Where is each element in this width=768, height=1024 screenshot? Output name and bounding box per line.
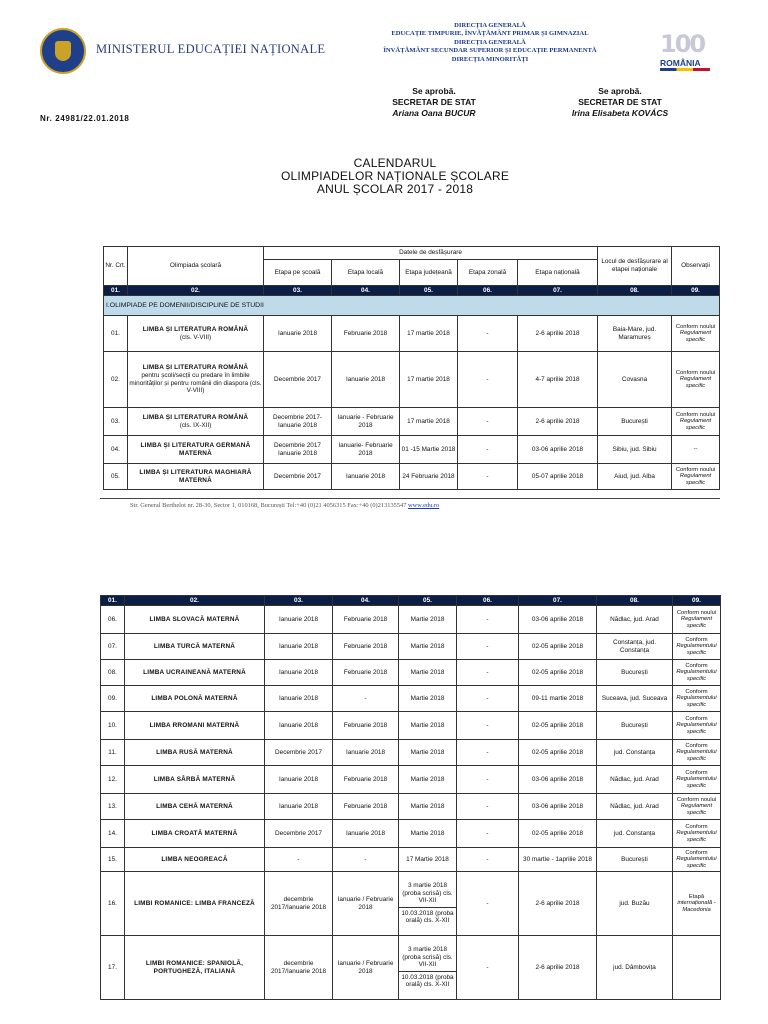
notes-line: specific	[686, 782, 707, 789]
national-location: Covasna	[598, 352, 672, 408]
notes-line: Regulament	[679, 418, 712, 425]
notes-line: Conform	[685, 769, 708, 776]
olympiad-name: LIMBA ȘI LITERATURA ROMÂNĂ	[142, 325, 249, 333]
column-number: 06.	[458, 286, 518, 296]
zonal-stage-date: -	[457, 634, 519, 660]
notes-line: Regulament	[680, 803, 713, 810]
footer-address	[130, 502, 439, 509]
col-header-county: Etapa județeană	[400, 260, 458, 286]
zonal-stage-date: -	[458, 316, 518, 352]
national-location: jud. Buzău	[597, 872, 673, 936]
school-stage-date: Decembrie 2017 Ianuarie 2018	[264, 436, 332, 464]
national-stage-date: 05-07 aprilie 2018	[518, 464, 598, 490]
local-stage-date: -	[333, 848, 399, 872]
notes-line: specific	[685, 424, 706, 431]
column-number-row	[104, 286, 720, 296]
notes-cell	[673, 820, 721, 848]
national-location: Aiud, jud. Alba	[598, 464, 672, 490]
table-row	[101, 848, 721, 872]
olympiad-name-cell	[128, 352, 264, 408]
local-stage-date: Februarie 2018	[333, 660, 399, 686]
notes-line: Regulamentului	[676, 856, 717, 863]
table-row	[101, 766, 721, 794]
column-number: 05.	[400, 286, 458, 296]
county-stage-date: Martie 2018	[399, 606, 457, 634]
row-number: 04.	[104, 436, 128, 464]
table-row	[104, 352, 720, 408]
school-stage-date: Decembrie 2017	[264, 464, 332, 490]
notes-line: specific	[686, 755, 707, 762]
col-header-location: Locul de desfășurare al etapei naționale	[598, 247, 672, 286]
notes-line: Conform noului	[676, 796, 717, 803]
national-location: jud. Constanța	[597, 820, 673, 848]
olympiad-table-page1	[103, 246, 720, 490]
olympiad-name: LIMBA SLOVACĂ MATERNĂ	[125, 606, 265, 634]
notes-line: internațională -	[677, 900, 716, 907]
column-number: 07.	[518, 286, 598, 296]
notes-line: specific	[686, 836, 707, 843]
school-stage-date: Decembrie 2017- Ianuarie 2018	[264, 408, 332, 436]
zonal-stage-date: -	[458, 436, 518, 464]
table-row	[101, 820, 721, 848]
zonal-stage-date: -	[457, 740, 519, 766]
county-stage-date: 24 Februarie 2018	[400, 464, 458, 490]
col-header-nr: Nr. Crt.	[104, 247, 128, 286]
county-stage-date: 17 martie 2018	[400, 352, 458, 408]
notes-line: Regulamentului	[676, 722, 717, 729]
notes-line: specific	[685, 336, 706, 343]
olympiad-name-cell	[128, 464, 264, 490]
olympiad-name: LIMBA ȘI LITERATURA ROMÂNĂ	[142, 364, 249, 372]
local-stage-date: Ianuarie / Februarie 2018	[333, 936, 399, 1000]
notes-line: specific	[685, 479, 706, 486]
notes-cell	[672, 464, 720, 490]
national-stage-date: 02-05 aprilie 2018	[519, 712, 597, 740]
olympiad-name-cell	[128, 316, 264, 352]
notes-line: Conform	[685, 636, 708, 643]
column-number: 07.	[519, 596, 597, 606]
column-number: 01.	[104, 286, 128, 296]
column-number: 04.	[333, 596, 399, 606]
notes-line: Regulament	[679, 330, 712, 337]
national-location: Nădlac, jud. Arad	[597, 766, 673, 794]
zonal-stage-date: -	[458, 408, 518, 436]
county-stage-date: Martie 2018	[399, 820, 457, 848]
registration-number: Nr. 24981/22.01.2018	[40, 114, 130, 123]
national-stage-date: 2-6 aprilie 2018	[518, 408, 598, 436]
zonal-stage-date: -	[457, 820, 519, 848]
notes-cell	[673, 794, 721, 820]
table-row	[101, 606, 721, 634]
national-location: Nădlac, jud. Arad	[597, 606, 673, 634]
olympiad-table-page2	[100, 595, 721, 1000]
zonal-stage-date: -	[457, 766, 519, 794]
direction-line: ÎNVĂȚĂMÂNT SECUNDAR SUPERIOR ȘI EDUCAȚIE PERMANENTĂ	[383, 47, 597, 55]
zonal-stage-date: -	[457, 686, 519, 712]
county-stage-date: Martie 2018	[399, 686, 457, 712]
table-row	[101, 794, 721, 820]
row-number: 05.	[104, 464, 128, 490]
olympiad-name: LIMBA ȘI LITERATURA MAGHIARĂ MATERNĂ	[139, 468, 252, 484]
national-stage-date: 03-06 aprilie 2018	[518, 436, 598, 464]
local-stage-date: Februarie 2018	[333, 794, 399, 820]
school-stage-date: -	[265, 848, 333, 872]
title-line: CALENDARUL	[353, 156, 437, 170]
notes-cell	[673, 740, 721, 766]
county-stage-date: 17 martie 2018	[400, 408, 458, 436]
ministry-logo	[40, 28, 326, 74]
zonal-stage-date: -	[457, 606, 519, 634]
notes-line: specific	[686, 622, 707, 629]
local-stage-date: Ianuarie / Februarie 2018	[333, 872, 399, 936]
zonal-stage-date: -	[457, 794, 519, 820]
local-stage-date: Februarie 2018	[332, 316, 400, 352]
ministry-name: MINISTERUL EDUCAȚIEI NAȚIONALE	[96, 42, 326, 56]
notes-line: Regulamentului	[676, 695, 717, 702]
county-stage-date: Martie 2018	[399, 740, 457, 766]
county-stage-date: Martie 2018	[399, 794, 457, 820]
national-stage-date: 03-06 aprilie 2018	[519, 606, 597, 634]
olympiad-subtitle: (cls. IX-XII)	[179, 421, 212, 429]
column-number: 08.	[597, 596, 673, 606]
notes-cell	[672, 408, 720, 436]
notes-line: Conform noului	[676, 609, 717, 616]
column-number: 09.	[672, 286, 720, 296]
county-stage-date: Martie 2018	[399, 766, 457, 794]
notes-line: Conform	[685, 823, 708, 830]
zonal-stage-date: -	[458, 352, 518, 408]
olympiad-name: LIMBA RUSĂ MATERNĂ	[125, 740, 265, 766]
table-row	[104, 316, 720, 352]
national-stage-date: 03-06 aprilie 2018	[519, 794, 597, 820]
school-stage-date: Decembrie 2017	[265, 820, 333, 848]
notes-cell	[673, 872, 721, 936]
national-location: Baia-Mare, jud. Maramureș	[598, 316, 672, 352]
olympiad-subtitle: (cls. V-VIII)	[179, 333, 212, 341]
notes-line: Regulament	[680, 616, 713, 623]
notes-line: Regulamentului	[676, 749, 717, 756]
school-stage-date: Ianuarie 2018	[265, 766, 333, 794]
col-header-notes: Observații	[672, 247, 720, 286]
table-row	[101, 936, 721, 1000]
romania-crest-icon	[40, 28, 86, 74]
national-stage-date: 2-6 aprilie 2018	[518, 316, 598, 352]
local-stage-date: -	[333, 686, 399, 712]
column-number: 08.	[598, 286, 672, 296]
national-location: București	[597, 712, 673, 740]
centenary-label: ROMÂNIA	[660, 58, 701, 68]
direction-line: DIRECȚIA GENERALĂ	[454, 22, 526, 29]
approval-label: Se aprobă.	[412, 86, 456, 96]
county-stage-date: 17 martie 2018	[400, 316, 458, 352]
row-number: 07.	[101, 634, 125, 660]
national-location: București	[598, 408, 672, 436]
zonal-stage-date: -	[457, 936, 519, 1000]
notes-cell	[672, 352, 720, 408]
notes-line: Conform	[685, 742, 708, 749]
county-stage-date: 01 -15 Martie 2018	[400, 436, 458, 464]
olympiad-name: LIMBI ROMANICE: LIMBA FRANCEZĂ	[125, 872, 265, 936]
school-stage-date: Ianuarie 2018	[265, 794, 333, 820]
column-number: 03.	[264, 286, 332, 296]
notes-line: specific	[686, 701, 707, 708]
approval-block	[374, 86, 494, 119]
national-location: jud. Constanța	[597, 740, 673, 766]
approval-block	[560, 86, 680, 119]
national-stage-date: 02-05 aprilie 2018	[519, 740, 597, 766]
notes-cell	[673, 606, 721, 634]
national-stage-date: 02-05 aprilie 2018	[519, 660, 597, 686]
row-number: 08.	[101, 660, 125, 686]
row-number: 03.	[104, 408, 128, 436]
notes-line: Conform noului	[675, 369, 716, 376]
local-stage-date: Ianuarie - Februarie 2018	[332, 408, 400, 436]
notes-cell	[673, 848, 721, 872]
school-stage-date: Ianuarie 2018	[265, 606, 333, 634]
national-location: Suceava, jud. Suceava	[597, 686, 673, 712]
school-stage-date: decembrie 2017/Ianuarie 2018	[265, 872, 333, 936]
national-location: Nădlac, jud. Arad	[597, 794, 673, 820]
notes-cell	[673, 766, 721, 794]
footer-divider	[100, 498, 720, 499]
column-number: 01.	[101, 596, 125, 606]
table-row	[104, 464, 720, 490]
olympiad-name: LIMBA UCRAINEANĂ MATERNĂ	[125, 660, 265, 686]
table-row	[101, 686, 721, 712]
national-stage-date: 03-06 aprilie 2018	[519, 766, 597, 794]
zonal-stage-date: -	[457, 660, 519, 686]
table-row	[101, 712, 721, 740]
row-number: 02.	[104, 352, 128, 408]
county-written-exam: 3 martie 2018 (proba scrisă) cls. VII-XII	[399, 944, 456, 972]
approval-name: Irina Elisabeta KOVÁCS	[571, 108, 669, 118]
notes-cell	[673, 634, 721, 660]
olympiad-name: LIMBA SÂRBĂ MATERNĂ	[125, 766, 265, 794]
olympiad-name: LIMBA ȘI LITERATURA GERMANĂ MATERNĂ	[140, 441, 251, 457]
notes-line: specific	[686, 809, 707, 816]
notes-line: Regulament	[679, 376, 712, 383]
notes-cell	[672, 316, 720, 352]
column-number: 04.	[332, 286, 400, 296]
notes-line: Conform noului	[675, 323, 716, 330]
approval-label: Se aprobă.	[598, 86, 642, 96]
notes-line: Regulamentului	[676, 830, 717, 837]
county-stage-split	[399, 936, 457, 1000]
row-number: 15.	[101, 848, 125, 872]
tricolor-stripe	[660, 68, 710, 71]
notes-line: Conform	[685, 849, 708, 856]
local-stage-date: Ianuarie 2018	[332, 352, 400, 408]
school-stage-date: Ianuarie 2018	[264, 316, 332, 352]
approval-role: SECRETAR DE STAT	[578, 97, 662, 107]
column-number: 09.	[673, 596, 721, 606]
national-location: Sibiu, jud. Sibiu	[598, 436, 672, 464]
county-stage-date: Martie 2018	[399, 712, 457, 740]
row-number: 13.	[101, 794, 125, 820]
notes-cell	[673, 686, 721, 712]
olympiad-subtitle: pentru școli/secții cu predare în limbile minorităților și pentru românii din diaspora (cls. V-VIII)	[129, 371, 262, 395]
national-stage-date: 02-05 aprilie 2018	[519, 820, 597, 848]
olympiad-name: LIMBA CROATĂ MATERNĂ	[125, 820, 265, 848]
national-location: București	[597, 848, 673, 872]
school-stage-date: Ianuarie 2018	[265, 634, 333, 660]
col-header-olympiad: Olimpiada școlară	[128, 247, 264, 286]
approval-role: SECRETAR DE STAT	[392, 97, 476, 107]
notes-line: Regulamentului	[676, 643, 717, 650]
notes-line: Regulamentului	[676, 669, 717, 676]
table-row	[101, 872, 721, 936]
row-number: 01.	[104, 316, 128, 352]
direction-line: DIRECȚIA MINORITĂȚI	[451, 55, 529, 63]
county-stage-date: 17 Martie 2018	[399, 848, 457, 872]
notes-line: Conform noului	[675, 411, 716, 418]
zonal-stage-date: -	[457, 848, 519, 872]
county-stage-date: Martie 2018	[399, 660, 457, 686]
table-row	[101, 634, 721, 660]
col-header-national: Etapa națională	[518, 260, 598, 286]
notes-line: specific	[686, 862, 707, 869]
notes-cell	[672, 436, 720, 464]
local-stage-date: Ianuarie 2018	[333, 740, 399, 766]
county-written-exam: 3 martie 2018 (proba scrisă) cls. VII-XII	[399, 880, 456, 908]
school-stage-date: Decembrie 2017	[265, 740, 333, 766]
column-number: 05.	[399, 596, 457, 606]
county-stage-date: Martie 2018	[399, 634, 457, 660]
col-header-dates: Datele de desfășurare	[264, 247, 598, 260]
notes-line: Conform	[685, 715, 708, 722]
national-stage-date: 2-6 aprilie 2018	[519, 936, 597, 1000]
footer-address-text: Str. General Berthelot nr. 28-30, Sector 1, 010168, București Tel:+40 (0)21 4056315 Fax:+40 (0)213135547	[130, 502, 407, 509]
notes-line: Macedonia	[682, 906, 711, 913]
school-stage-date: decembrie 2017/Ianuarie 2018	[265, 936, 333, 1000]
olympiad-name: LIMBI ROMANICE: SPANIOLĂ, PORTUGHEZĂ, ITALIANĂ	[125, 936, 265, 1000]
notes-line: specific	[686, 649, 707, 656]
school-stage-date: Decembrie 2017	[264, 352, 332, 408]
local-stage-date: Ianuarie- Februarie 2018	[332, 436, 400, 464]
local-stage-date: Februarie 2018	[333, 634, 399, 660]
notes-cell	[673, 712, 721, 740]
local-stage-date: Februarie 2018	[333, 712, 399, 740]
row-number: 09.	[101, 686, 125, 712]
centenary-logo	[658, 30, 714, 74]
row-number: 14.	[101, 820, 125, 848]
olympiad-name: LIMBA CEHĂ MATERNĂ	[125, 794, 265, 820]
approval-name: Ariana Oana BUCUR	[392, 108, 476, 118]
column-number: 02.	[125, 596, 265, 606]
direction-line: DIRECȚIA GENERALĂ	[454, 38, 526, 46]
zonal-stage-date: -	[457, 872, 519, 936]
local-stage-date: Ianuarie 2018	[333, 820, 399, 848]
national-stage-date: 09-11 martie 2018	[519, 686, 597, 712]
olympiad-name: LIMBA POLONĂ MATERNĂ	[125, 686, 265, 712]
footer-website-link[interactable]: www.edu.ro	[408, 502, 440, 509]
row-number: 17.	[101, 936, 125, 1000]
col-header-school: Etapa pe școală	[264, 260, 332, 286]
national-stage-date: 30 martie - 1aprilie 2018	[519, 848, 597, 872]
local-stage-date: Ianuarie 2018	[332, 464, 400, 490]
row-number: 06.	[101, 606, 125, 634]
notes-line: Regulamentului	[676, 776, 717, 783]
notes-cell	[673, 936, 721, 1000]
county-oral-exam: 10.03.2018 (proba orală) cls. X-XII	[401, 973, 454, 989]
national-stage-date: 2-6 aprilie 2018	[519, 872, 597, 936]
olympiad-name: LIMBA NEOGREACĂ	[125, 848, 265, 872]
county-oral-exam: 10.03.2018 (proba orală) cls. X-XII	[401, 909, 454, 925]
col-header-zonal: Etapa zonală	[458, 260, 518, 286]
centenary-number: 100	[660, 30, 705, 58]
national-stage-date: 02-05 aprilie 2018	[519, 634, 597, 660]
direction-line: EDUCAȚIE TIMPURIE, ÎNVĂȚĂMÂNT PRIMAR ȘI GIMNAZIAL	[391, 30, 589, 38]
zonal-stage-date: -	[458, 464, 518, 490]
table-row	[101, 740, 721, 766]
section-band	[104, 296, 720, 316]
county-stage-split	[399, 872, 457, 936]
column-number: 03.	[265, 596, 333, 606]
notes-line: Etapă	[688, 893, 705, 900]
row-number: 16.	[101, 872, 125, 936]
local-stage-date: Februarie 2018	[333, 606, 399, 634]
school-stage-date: Ianuarie 2018	[265, 712, 333, 740]
notes-line: specific	[686, 728, 707, 735]
notes-line: Regulament	[679, 473, 712, 480]
notes-line: Conform	[685, 688, 708, 695]
directions-block	[340, 22, 640, 64]
olympiad-name: LIMBA RROMANI MATERNĂ	[125, 712, 265, 740]
olympiad-name-cell	[128, 436, 264, 464]
column-number-row	[101, 596, 721, 606]
olympiad-name: LIMBA TURCĂ MATERNĂ	[125, 634, 265, 660]
notes-line: specific	[686, 675, 707, 682]
row-number: 12.	[101, 766, 125, 794]
olympiad-name-cell	[128, 408, 264, 436]
zonal-stage-date: -	[457, 712, 519, 740]
table-row	[104, 408, 720, 436]
national-location: București	[597, 660, 673, 686]
notes-line: Conform noului	[675, 466, 716, 473]
notes-line: --	[693, 446, 698, 453]
notes-line: Conform	[685, 662, 708, 669]
local-stage-date: Februarie 2018	[333, 766, 399, 794]
school-stage-date: Ianuarie 2018	[265, 686, 333, 712]
national-location: jud. Dâmbovița	[597, 936, 673, 1000]
notes-line: specific	[685, 382, 706, 389]
document-title	[250, 157, 540, 196]
table-row	[104, 436, 720, 464]
title-line: OLIMPIADELOR NAȚIONALE ȘCOLARE	[280, 169, 510, 183]
row-number: 10.	[101, 712, 125, 740]
col-header-local: Etapa locală	[332, 260, 400, 286]
olympiad-name: LIMBA ȘI LITERATURA ROMÂNĂ	[142, 413, 249, 421]
column-number: 02.	[128, 286, 264, 296]
national-stage-date: 4-7 aprilie 2018	[518, 352, 598, 408]
section-label: I.OLIMPIADE PE DOMENII/DISCIPLINE DE STUDII	[104, 296, 720, 316]
table-row	[101, 660, 721, 686]
row-number: 11.	[101, 740, 125, 766]
national-location: Constanța, jud. Constanța	[597, 634, 673, 660]
school-stage-date: Ianuarie 2018	[265, 660, 333, 686]
title-line: ANUL ȘCOLAR 2017 - 2018	[316, 182, 474, 196]
column-number: 06.	[457, 596, 519, 606]
notes-cell	[673, 660, 721, 686]
